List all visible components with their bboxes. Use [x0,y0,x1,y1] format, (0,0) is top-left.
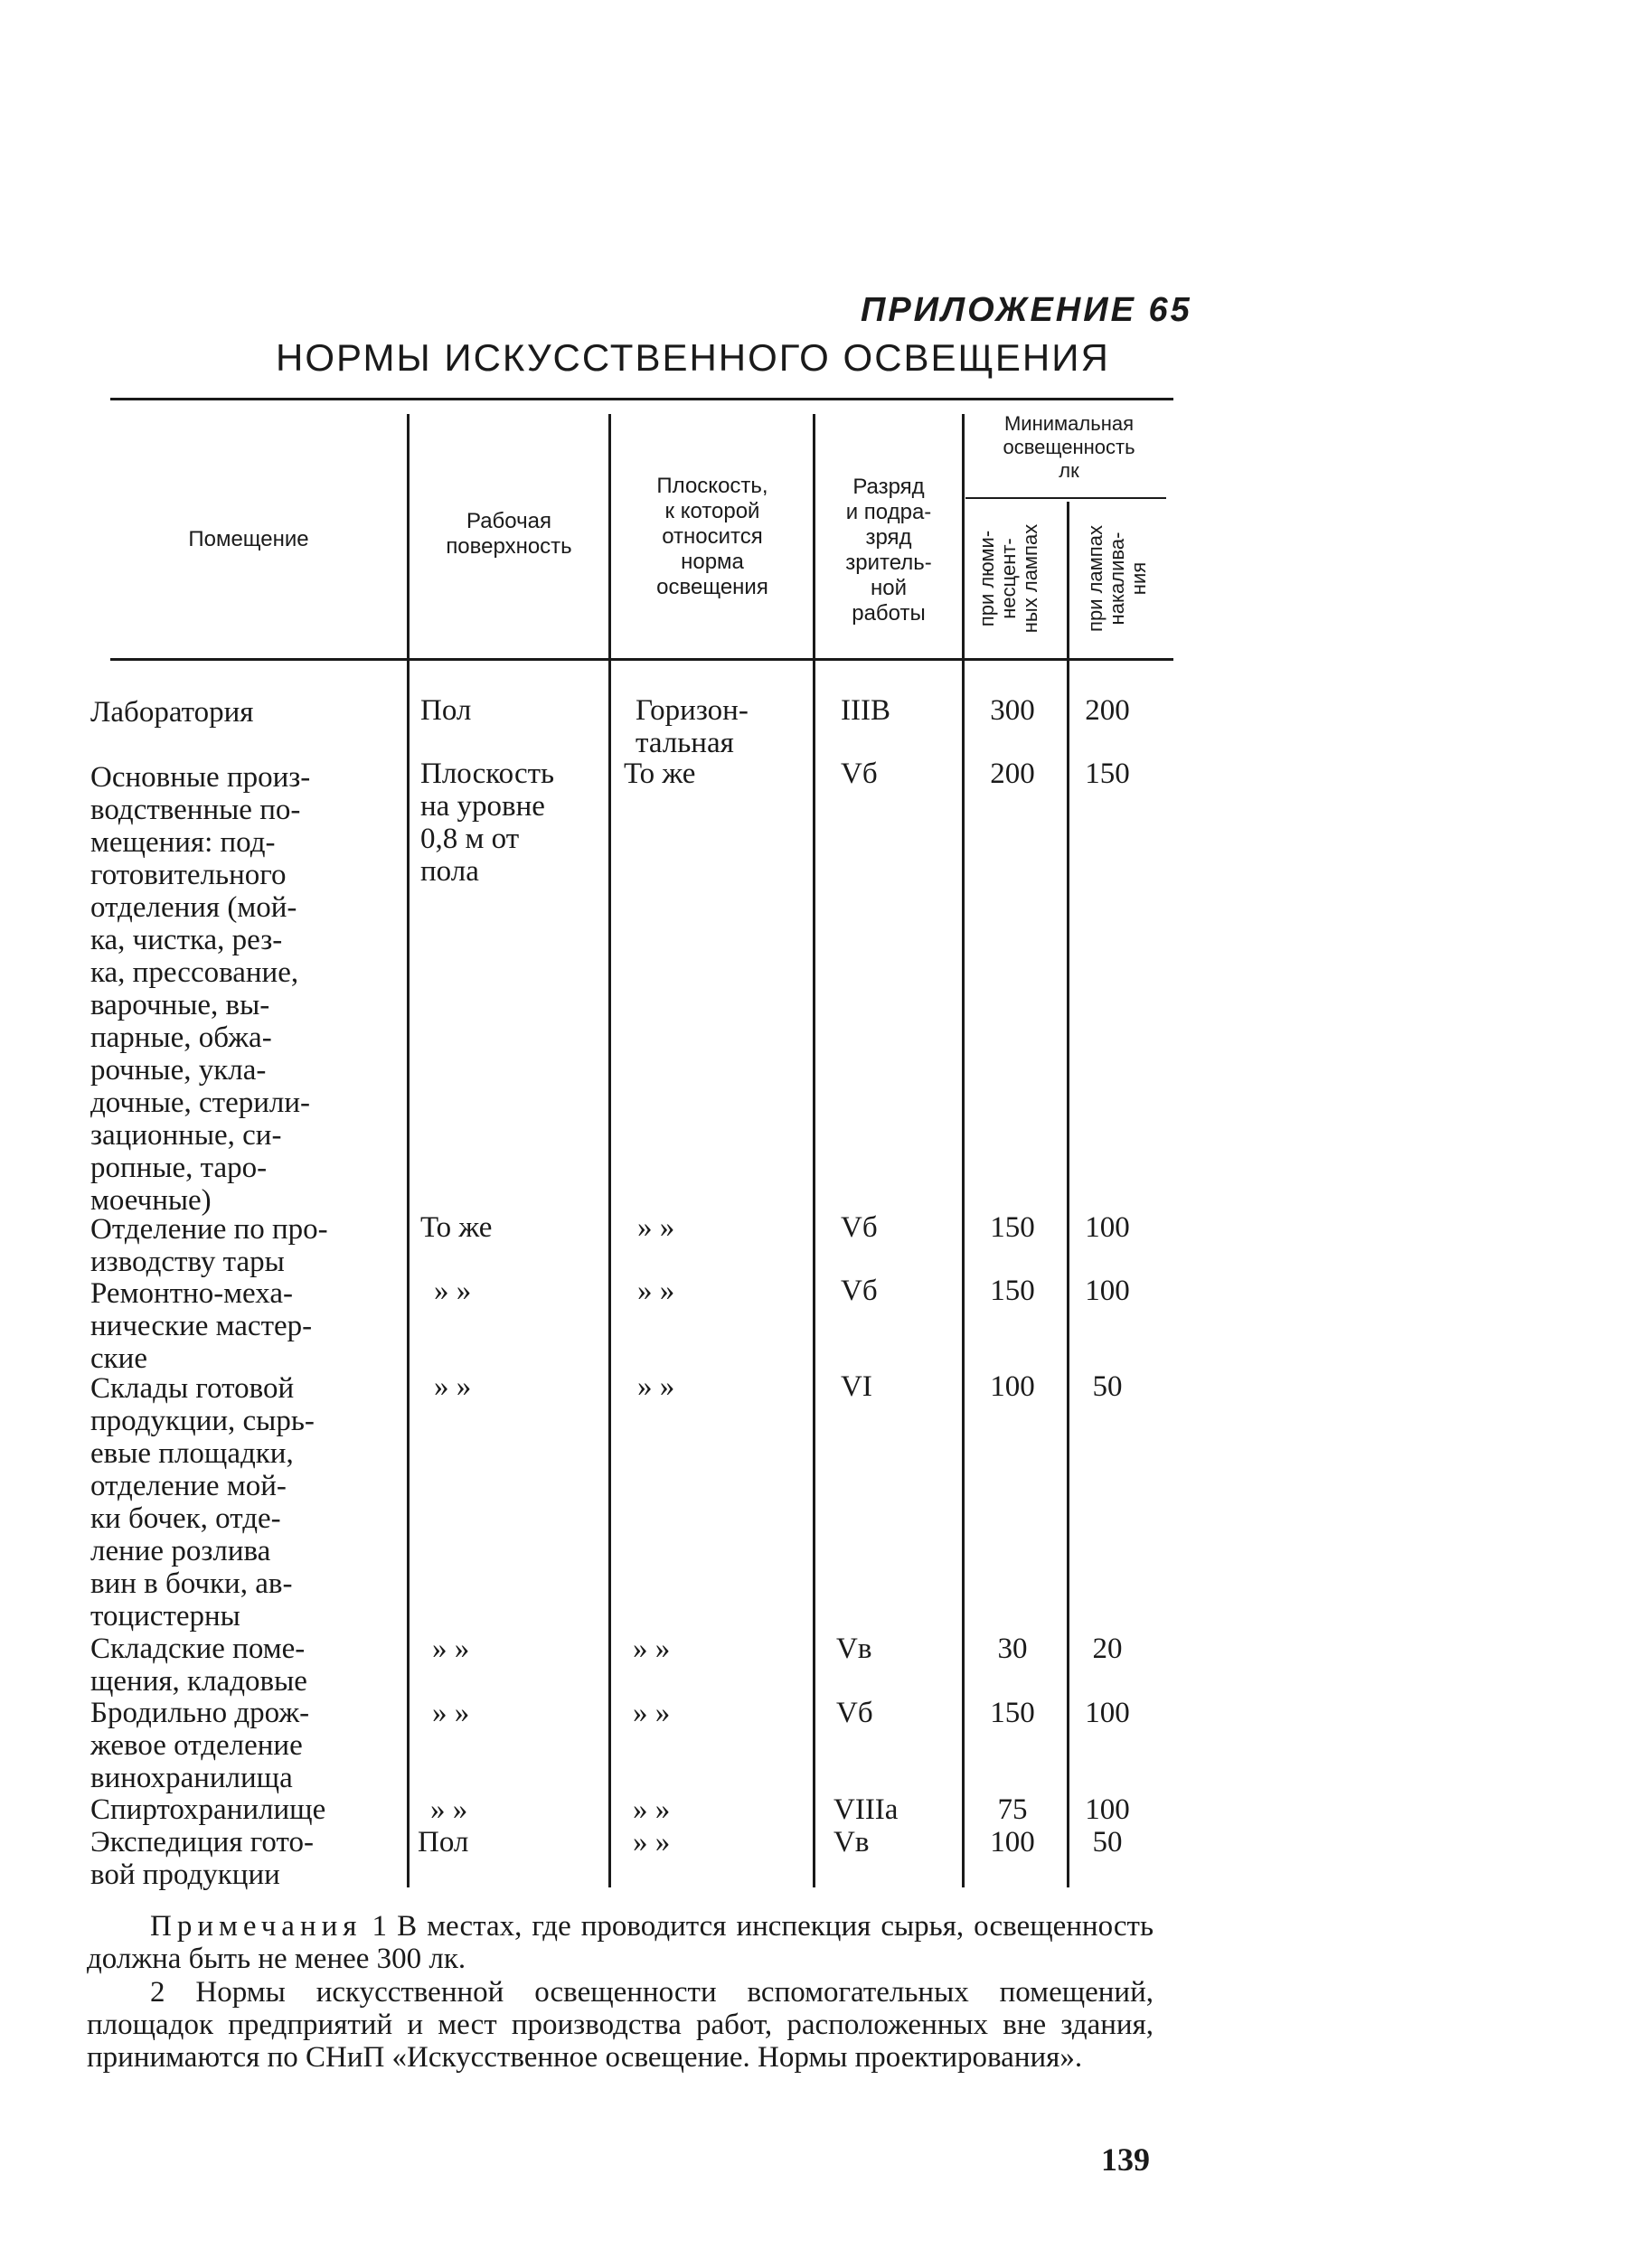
cell-surface: » » [434,1370,472,1403]
col-divider-4 [962,414,965,1887]
cell-lum: 150 [990,1275,1035,1307]
cell-room: Экспедиция гото- вой продукции [90,1826,314,1891]
page-number: 139 [1101,2141,1150,2178]
cell-lum: 30 [997,1633,1028,1665]
illum-subheader-rule [965,497,1166,499]
cell-plane: » » [637,1370,675,1403]
cell-surface: » » [434,1275,472,1307]
cell-room: Лаборатория [90,696,254,729]
cell-inc: 200 [1085,694,1130,727]
cell-surface: Пол [420,694,472,727]
cell-lum: 200 [990,758,1035,790]
cell-lum: 75 [997,1793,1028,1826]
cell-room: Складские поме- щения, кладовые [90,1633,307,1698]
cell-grade: IIIВ [841,694,890,727]
cell-inc: 100 [1085,1793,1130,1826]
header-min-illum: Минимальная освещенность лк [1003,412,1135,482]
note-2: 2 Нормы искусственной освещенности вспомогательных помещений, площадок предприятий и мест производства работ, расположенных вне здания, принимаются по СНиП «Искусственное освещение. Нормы проектирования». [87,1976,1154,2074]
cell-plane: » » [637,1275,675,1307]
cell-room: Бродильно дрож- жевое отделение винохранилища [90,1697,310,1794]
header-incandescent: при лампах накалива- ния [1084,525,1150,632]
cell-lum: 150 [990,1211,1035,1244]
cell-plane: » » [633,1826,671,1859]
appendix-label: ПРИЛОЖЕНИЕ 65 [861,291,1192,329]
cell-room: Отделение по про- изводству тары [90,1213,328,1278]
cell-grade: Vб [841,1275,878,1307]
table-top-rule [110,398,1173,400]
table-header-rule [110,658,1173,661]
cell-surface: То же [420,1211,493,1244]
cell-surface: Плоскость на уровне 0,8 м от пола [420,758,555,888]
cell-inc: 100 [1085,1697,1130,1729]
notes-block [87,1910,1154,1975]
cell-lum: 100 [990,1826,1035,1859]
cell-surface: » » [432,1697,470,1729]
cell-plane: » » [633,1697,671,1729]
cell-grade: VIIIа [833,1793,899,1826]
note-1: 1 В местах, где проводится инспекция сырья, освещенность должна быть не менее 300 лк. [87,1910,1154,1975]
cell-grade: VI [841,1370,872,1403]
cell-grade: Vв [836,1633,872,1665]
cell-plane: То же [624,758,696,790]
cell-plane: » » [633,1793,671,1826]
cell-grade: Vб [836,1697,873,1729]
cell-grade: Vв [833,1826,870,1859]
cell-inc: 150 [1085,758,1130,790]
cell-plane: Горизон- тальная [636,694,749,759]
cell-plane: » » [633,1633,671,1665]
cell-plane: » » [637,1211,675,1244]
col-divider-1 [407,414,410,1887]
note-2-block [87,1976,1154,2074]
cell-surface: » » [432,1633,470,1665]
col-divider-3 [813,414,815,1887]
cell-inc: 50 [1092,1370,1123,1403]
col-divider-2 [608,414,611,1887]
cell-lum: 100 [990,1370,1035,1403]
header-grade: Разряд и подра- зряд зритель- ной работы [845,475,932,626]
cell-inc: 50 [1092,1826,1123,1859]
cell-lum: 300 [990,694,1035,727]
page-title: НОРМЫ ИСКУССТВЕННОГО ОСВЕЩЕНИЯ [276,336,1110,379]
cell-surface: Пол [418,1826,469,1859]
cell-grade: Vб [841,758,878,790]
cell-lum: 150 [990,1697,1035,1729]
cell-room: Основные произ- водственные по- мещения: под- готовительного отделения (мой- ка, чистка, рез- ка, прессование, варочные, вы- парные, обжа- рочные, укла- дочные, стерили- зационные, си- ропные, таро- моечные) [90,761,311,1217]
cell-inc: 20 [1092,1633,1123,1665]
cell-inc: 100 [1085,1275,1130,1307]
cell-room: Ремонтно-меха- нические мастер- ские [90,1277,313,1375]
cell-surface: » » [430,1793,468,1826]
notes-lead: Примечания [150,1910,363,1943]
cell-room: Спиртохранилище [90,1793,326,1826]
cell-inc: 100 [1085,1211,1130,1244]
header-plane: Плоскость, к которой относится норма освещения [656,474,768,599]
header-surface: Рабочая поверхность [446,509,572,559]
header-room: Помещение [188,527,309,551]
header-luminescent: при люми- несцент- ных лампах [975,523,1041,634]
cell-room: Склады готовой продукции, сырь- евые площадки, отделение мой- ки бочек, отде- ление розлива вин в бочки, ав- тоцистерны [90,1372,315,1633]
cell-grade: Vб [841,1211,878,1244]
